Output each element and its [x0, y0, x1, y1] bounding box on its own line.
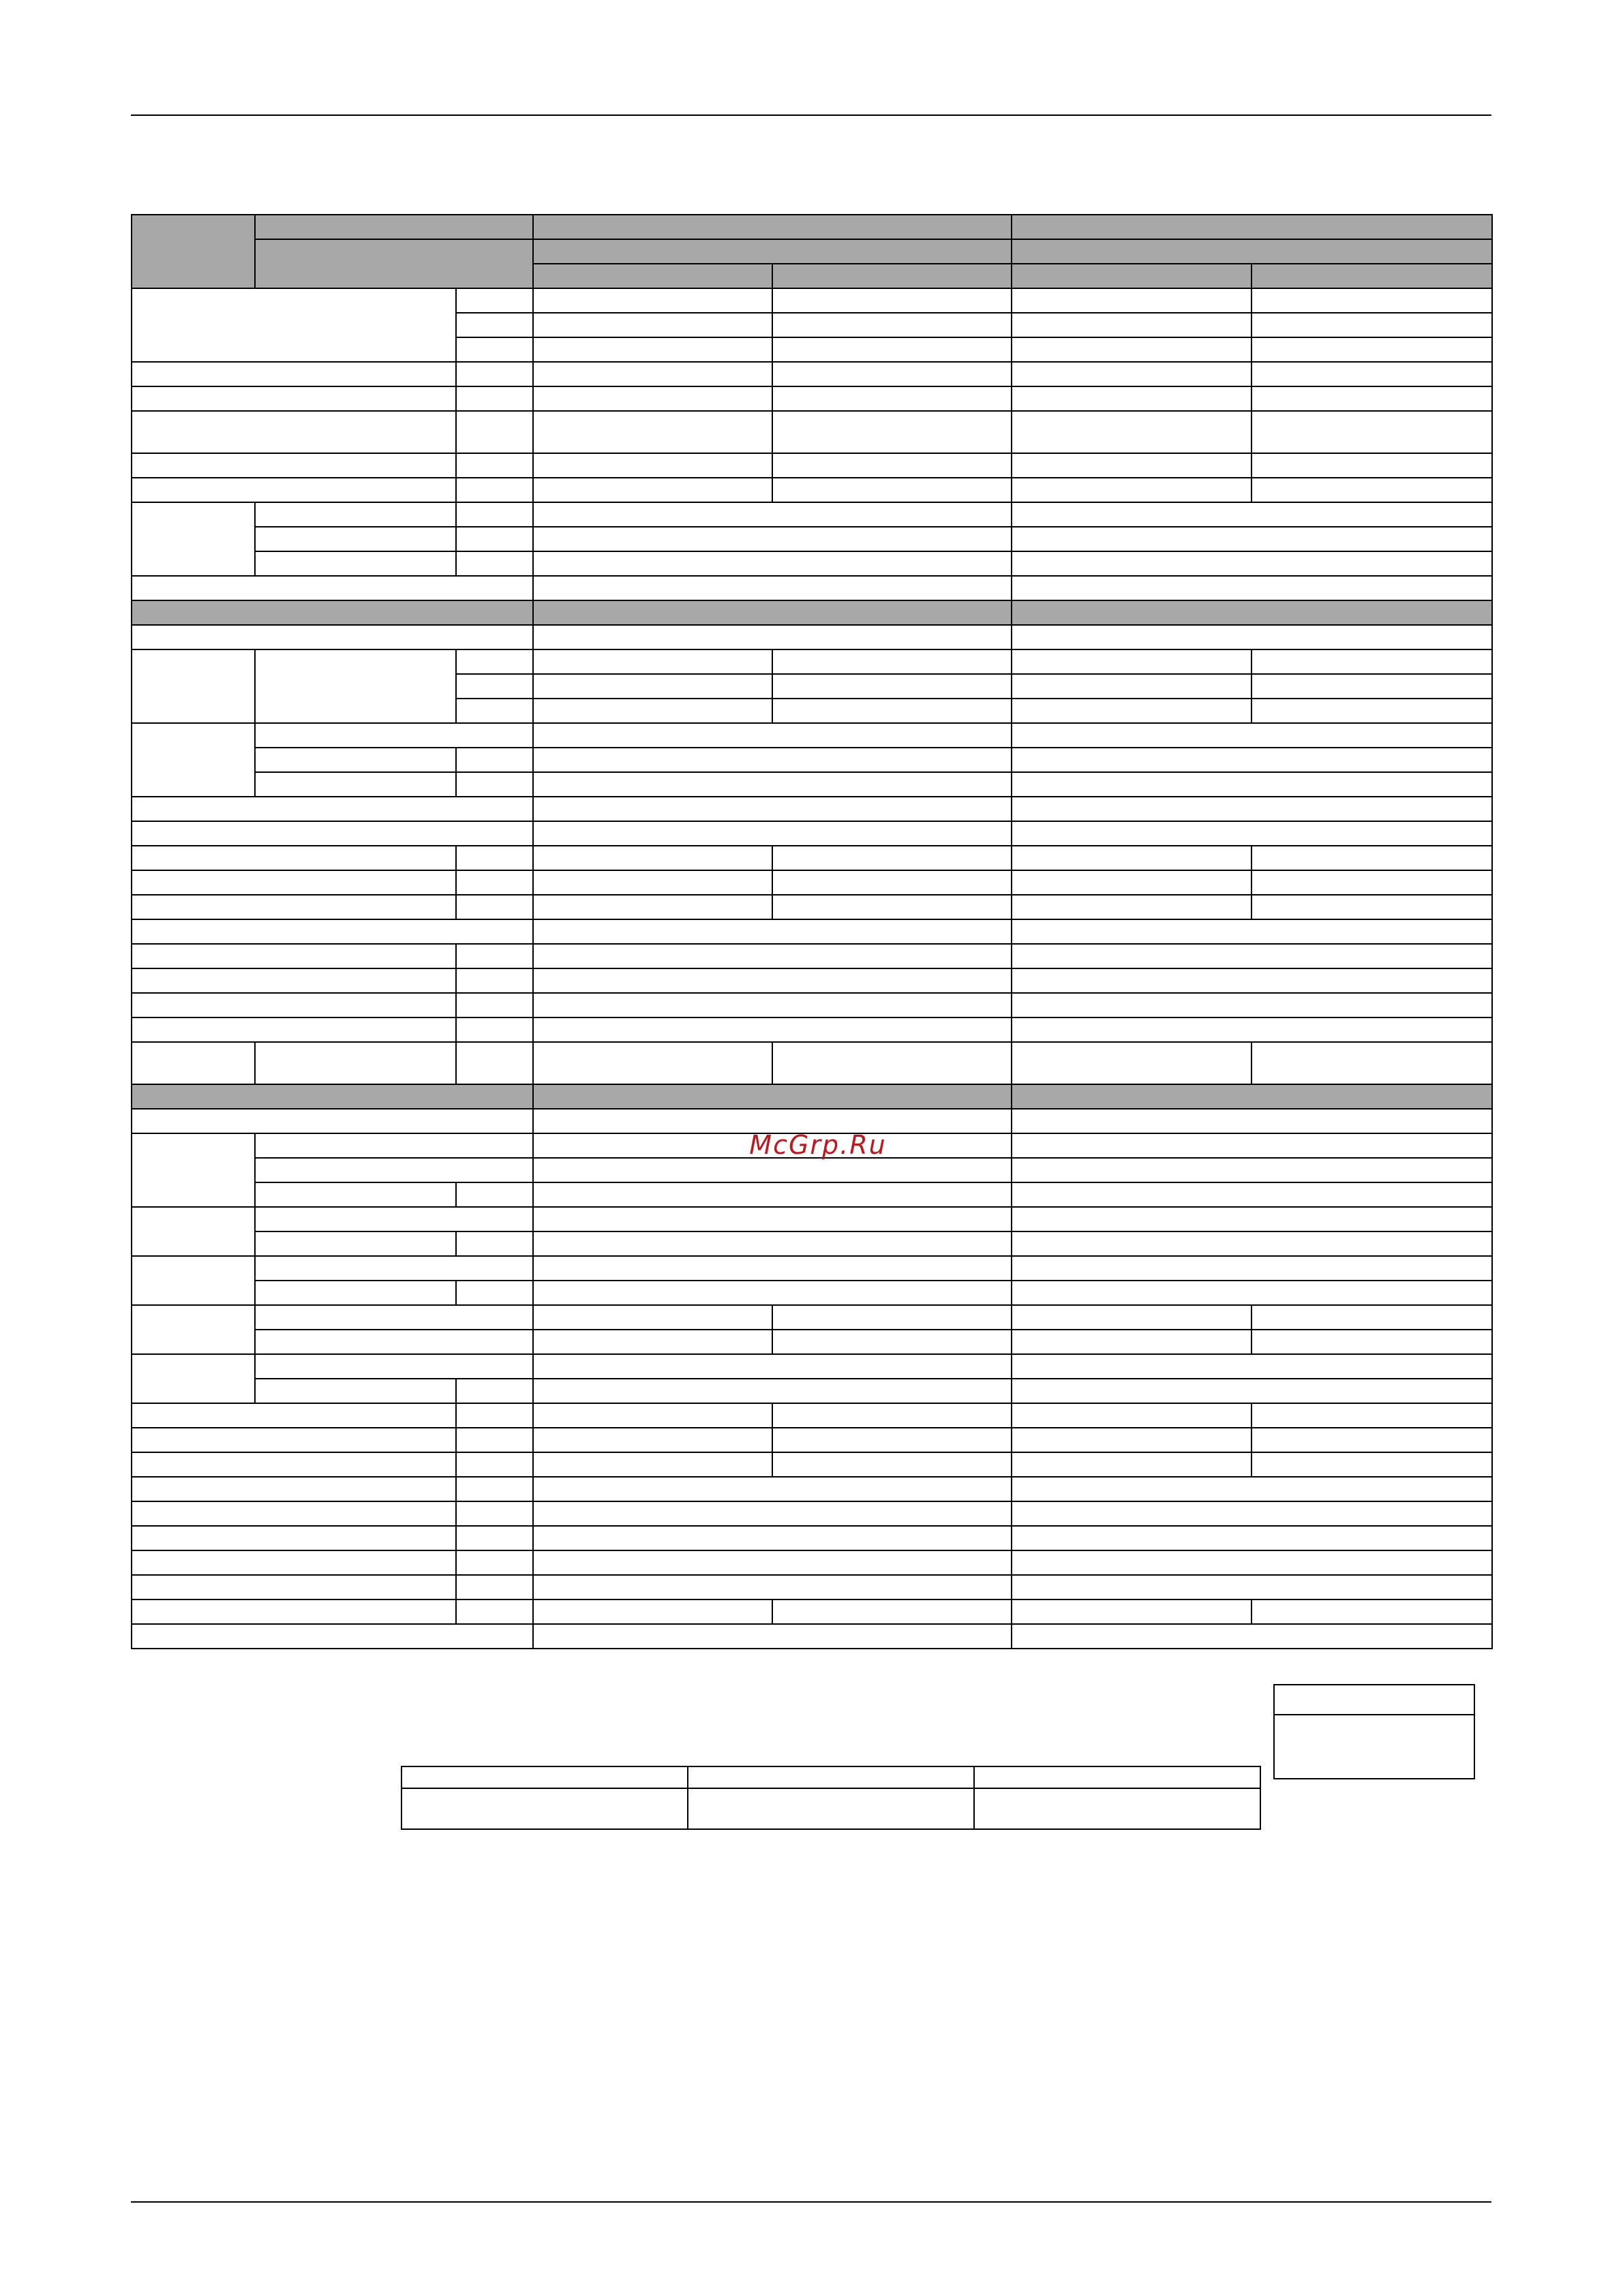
legend-header-row: [401, 1766, 1260, 1788]
table-cell: [132, 502, 255, 576]
table-cell: [255, 1158, 533, 1182]
table-cell: [132, 1501, 456, 1526]
watermark-text: McGrp.Ru: [749, 1130, 887, 1160]
table-cell: [772, 337, 1012, 362]
table-cell: [1252, 411, 1492, 453]
legend-value-cell: [401, 1788, 688, 1829]
table-cell: [456, 772, 533, 797]
table-cell: [1252, 313, 1492, 337]
legend-header-cell: [974, 1766, 1260, 1788]
table-cell: [533, 797, 1012, 821]
table-cell: [255, 502, 456, 527]
table-cell: [533, 313, 772, 337]
legend-value-row: [401, 1788, 1260, 1829]
footer-rule: [131, 2201, 1491, 2203]
table-cell: [1012, 1428, 1252, 1452]
table-cell: [1252, 1599, 1492, 1624]
note-box: [1273, 1684, 1475, 1779]
table-cell: [772, 1428, 1012, 1452]
table-cell: [533, 1501, 1012, 1526]
table-cell: [132, 1452, 456, 1477]
table-cell: [1012, 1281, 1492, 1305]
header-cell: [255, 239, 533, 288]
table-cell: [533, 551, 1012, 576]
table-cell: [533, 337, 772, 362]
table-cell: [1012, 453, 1252, 478]
table-cell: [456, 527, 533, 551]
table-cell: [1012, 772, 1492, 797]
table-cell: [1012, 919, 1492, 944]
table-cell: [1252, 386, 1492, 411]
table-cell: [1252, 478, 1492, 502]
table-cell: [456, 1182, 533, 1207]
table-cell: [132, 1017, 456, 1042]
table-cell: [1012, 895, 1252, 919]
table-cell: [132, 288, 456, 362]
table-cell: [1252, 1305, 1492, 1330]
table-cell: [132, 1305, 255, 1354]
table-cell: [533, 919, 1012, 944]
table-cell: [772, 870, 1012, 895]
table-cell: [1252, 895, 1492, 919]
table-cell: [1012, 1109, 1492, 1133]
table-cell: [1252, 1330, 1492, 1354]
table-cell: [456, 1379, 533, 1403]
table-cell: [456, 993, 533, 1017]
table-cell: [533, 625, 1012, 649]
table-cell: [1012, 1207, 1492, 1231]
table-cell: [1252, 453, 1492, 478]
table-cell: [533, 478, 772, 502]
table-cell: [1012, 870, 1252, 895]
table-cell: [533, 870, 772, 895]
table-cell: [772, 699, 1012, 723]
table-cell: [533, 993, 1012, 1017]
header-cell: [132, 215, 255, 288]
table-cell: [456, 1017, 533, 1042]
table-cell: [533, 968, 1012, 993]
table-cell: [132, 1526, 456, 1550]
table-cell: [456, 1550, 533, 1575]
table-cell: [456, 1231, 533, 1256]
table-cell: [533, 1428, 772, 1452]
table-cell: [533, 1017, 1012, 1042]
table-cell: [533, 288, 772, 313]
table-cell: [456, 337, 533, 362]
header-cell: [533, 264, 772, 288]
table-cell: [1012, 699, 1252, 723]
table-cell: [456, 502, 533, 527]
table-cell: [255, 1207, 533, 1231]
table-cell: [772, 1330, 1012, 1354]
table-cell: [1012, 1354, 1492, 1379]
table-cell: [255, 1231, 456, 1256]
header-cell: [772, 264, 1012, 288]
table-cell: [772, 1452, 1012, 1477]
table-cell: [533, 386, 772, 411]
table-cell: [533, 1231, 1012, 1256]
note-box-title-row: [1274, 1685, 1474, 1715]
table-cell: [132, 576, 533, 600]
table-cell: [456, 1526, 533, 1550]
table-cell: [533, 1042, 772, 1084]
table-cell: [533, 1550, 1012, 1575]
table-cell: [1012, 1477, 1492, 1501]
table-cell: [1252, 362, 1492, 386]
table-cell: [1012, 846, 1252, 870]
header-cell: [533, 215, 1012, 239]
table-cell: [132, 1354, 255, 1403]
table-cell: [1012, 337, 1252, 362]
table-cell: [456, 846, 533, 870]
table-cell: [255, 1330, 533, 1354]
table-cell: [132, 649, 255, 723]
table-cell: [1012, 674, 1252, 699]
header-cell: [1012, 600, 1492, 625]
table-cell: [132, 1550, 456, 1575]
table-cell: [456, 748, 533, 772]
table-cell: [533, 649, 772, 674]
table-cell: [456, 1452, 533, 1477]
table-cell: [456, 1575, 533, 1599]
table-cell: [533, 1599, 772, 1624]
header-cell: [132, 1084, 533, 1109]
table-cell: [533, 576, 1012, 600]
table-cell: [255, 772, 456, 797]
table-cell: [1012, 1624, 1492, 1649]
table-cell: [132, 478, 456, 502]
table-cell: [132, 453, 456, 478]
header-cell: [533, 600, 1012, 625]
table-cell: [132, 919, 533, 944]
table-cell: [1012, 649, 1252, 674]
table-cell: [1012, 1550, 1492, 1575]
table-cell: [1012, 1330, 1252, 1354]
table-cell: [1252, 699, 1492, 723]
table-cell: [132, 1042, 255, 1084]
table-cell: [772, 1599, 1012, 1624]
table-cell: [1012, 313, 1252, 337]
table-cell: [1012, 1158, 1492, 1182]
table-cell: [456, 699, 533, 723]
table-cell: [1012, 502, 1492, 527]
table-cell: [772, 1305, 1012, 1330]
table-cell: [533, 1256, 1012, 1281]
table-cell: [1012, 993, 1492, 1017]
table-cell: [533, 1526, 1012, 1550]
table-cell: [132, 1133, 255, 1207]
table-cell: [132, 1477, 456, 1501]
table-cell: [1252, 288, 1492, 313]
table-cell: [772, 846, 1012, 870]
table-cell: [255, 1379, 456, 1403]
table-cell: [1012, 1231, 1492, 1256]
table-cell: [1012, 362, 1252, 386]
table-cell: [456, 1281, 533, 1305]
table-cell: [456, 1403, 533, 1428]
table-cell: [456, 674, 533, 699]
table-cell: [1012, 1305, 1252, 1330]
table-cell: [1012, 1501, 1492, 1526]
table-cell: [456, 944, 533, 968]
table-cell: [456, 386, 533, 411]
table-cell: [1252, 870, 1492, 895]
table-cell: [1252, 337, 1492, 362]
legend-header-cell: [401, 1766, 688, 1788]
table-cell: [456, 288, 533, 313]
table-cell: [772, 288, 1012, 313]
table-cell: [132, 1599, 456, 1624]
specification-table: [131, 214, 1493, 1651]
table-cell: [132, 968, 456, 993]
table-cell: [255, 649, 456, 723]
table-cell: [1012, 797, 1492, 821]
table-cell: [533, 527, 1012, 551]
table-cell: [132, 386, 456, 411]
note-box-title: [1274, 1685, 1474, 1715]
table-cell: [1012, 968, 1492, 993]
table-cell: [255, 551, 456, 576]
table-cell: [132, 1207, 255, 1256]
table-cell: [533, 1477, 1012, 1501]
header-cell: [1012, 264, 1252, 288]
table-cell: [533, 944, 1012, 968]
table-cell: [132, 944, 456, 968]
table-cell: [456, 478, 533, 502]
table-cell: [533, 748, 1012, 772]
table-cell: [456, 1501, 533, 1526]
table-cell: [132, 1575, 456, 1599]
table-cell: [772, 895, 1012, 919]
table-cell: [1252, 1452, 1492, 1477]
table-cell: [533, 453, 772, 478]
legend-header-cell: [688, 1766, 974, 1788]
table-cell: [456, 649, 533, 674]
table-cell: [1012, 1526, 1492, 1550]
table-cell: [255, 1133, 533, 1158]
table-cell: [533, 1281, 1012, 1305]
table-cell: [456, 1599, 533, 1624]
table-cell: [1252, 649, 1492, 674]
table-cell: [533, 846, 772, 870]
table-cell: [533, 723, 1012, 748]
table-cell: [1252, 674, 1492, 699]
table-cell: [456, 968, 533, 993]
table-cell: [456, 453, 533, 478]
table-cell: [456, 895, 533, 919]
table-cell: [772, 386, 1012, 411]
table-cell: [1012, 1575, 1492, 1599]
table-cell: [1012, 1042, 1252, 1084]
table-cell: [772, 1403, 1012, 1428]
table-cell: [1012, 1182, 1492, 1207]
table-cell: [132, 1403, 456, 1428]
table-cell: [533, 1452, 772, 1477]
table-cell: [533, 1207, 1012, 1231]
table-cell: [533, 821, 1012, 846]
table-cell: [456, 411, 533, 453]
table-cell: [456, 551, 533, 576]
table-cell: [1012, 748, 1492, 772]
table-cell: [255, 1256, 533, 1281]
table-cell: [533, 411, 772, 453]
table-cell: [132, 895, 456, 919]
table-cell: [255, 1042, 456, 1084]
table-cell: [132, 993, 456, 1017]
table-cell: [1012, 288, 1252, 313]
legend-value-cell: [688, 1788, 974, 1829]
table-cell: [1012, 386, 1252, 411]
table-cell: [255, 1354, 533, 1379]
table-cell: [255, 527, 456, 551]
table-cell: [456, 1477, 533, 1501]
table-cell: [1012, 1256, 1492, 1281]
table-cell: [132, 723, 255, 797]
table-cell: [533, 1624, 1012, 1649]
table-cell: [772, 453, 1012, 478]
table-cell: [1012, 1403, 1252, 1428]
table-cell: [132, 1624, 533, 1649]
table-cell: [533, 1575, 1012, 1599]
table-cell: [533, 1330, 772, 1354]
table-cell: [1012, 411, 1252, 453]
table-cell: [772, 478, 1012, 502]
table-cell: [1012, 527, 1492, 551]
table-cell: [456, 1428, 533, 1452]
table-cell: [772, 411, 1012, 453]
table-cell: [132, 625, 533, 649]
table-cell: [255, 1182, 456, 1207]
table-cell: [772, 313, 1012, 337]
note-box-body-row: [1274, 1715, 1474, 1779]
table-cell: [1012, 944, 1492, 968]
header-cell: [255, 215, 533, 239]
table-cell: [1252, 846, 1492, 870]
table-cell: [456, 1042, 533, 1084]
table-cell: [533, 1182, 1012, 1207]
table-cell: [132, 362, 456, 386]
table-cell: [1252, 1428, 1492, 1452]
table-cell: [1012, 625, 1492, 649]
table-cell: [1012, 478, 1252, 502]
header-cell: [1012, 1084, 1492, 1109]
legend-table: [401, 1766, 1261, 1830]
table-cell: [1012, 1452, 1252, 1477]
table-cell: [533, 362, 772, 386]
table-cell: [1252, 1042, 1492, 1084]
table-cell: [533, 895, 772, 919]
header-cell: [1012, 215, 1492, 239]
table-cell: [533, 699, 772, 723]
table-cell: [1012, 821, 1492, 846]
table-cell: [132, 1109, 533, 1133]
table-cell: [772, 362, 1012, 386]
header-cell: [533, 1084, 1012, 1109]
table-cell: [533, 1379, 1012, 1403]
header-cell: [1012, 239, 1492, 264]
table-cell: [1012, 1017, 1492, 1042]
table-cell: [1012, 723, 1492, 748]
header-rule: [131, 114, 1491, 116]
table-cell: [132, 411, 456, 453]
table-cell: [533, 1403, 772, 1428]
table-cell: [456, 313, 533, 337]
table-cell: [1012, 1133, 1492, 1158]
table-cell: [132, 846, 456, 870]
table-cell: [255, 748, 456, 772]
table-cell: [255, 723, 533, 748]
table-cell: [1012, 1599, 1252, 1624]
table-cell: [1012, 551, 1492, 576]
table-cell: [1252, 1403, 1492, 1428]
note-box-text: [1274, 1715, 1474, 1779]
table-cell: [533, 1158, 1012, 1182]
table-cell: [132, 1428, 456, 1452]
header-cell: [132, 600, 533, 625]
table-cell: [132, 870, 456, 895]
header-cell: [533, 239, 1012, 264]
table-cell: [1012, 1379, 1492, 1403]
table-cell: [533, 1305, 772, 1330]
header-cell: [1252, 264, 1492, 288]
table-cell: [132, 1256, 255, 1305]
table-cell: [533, 674, 772, 699]
table-cell: [772, 1042, 1012, 1084]
table-cell: [533, 772, 1012, 797]
table-cell: [255, 1305, 533, 1330]
table-cell: [255, 1281, 456, 1305]
table-cell: [533, 502, 1012, 527]
table-cell: [132, 797, 533, 821]
table-cell: [456, 870, 533, 895]
table-cell: [456, 362, 533, 386]
table-cell: [1012, 576, 1492, 600]
table-cell: [772, 649, 1012, 674]
legend-value-cell: [974, 1788, 1260, 1829]
table-cell: [533, 1354, 1012, 1379]
table-cell: [132, 821, 533, 846]
table-cell: [772, 674, 1012, 699]
